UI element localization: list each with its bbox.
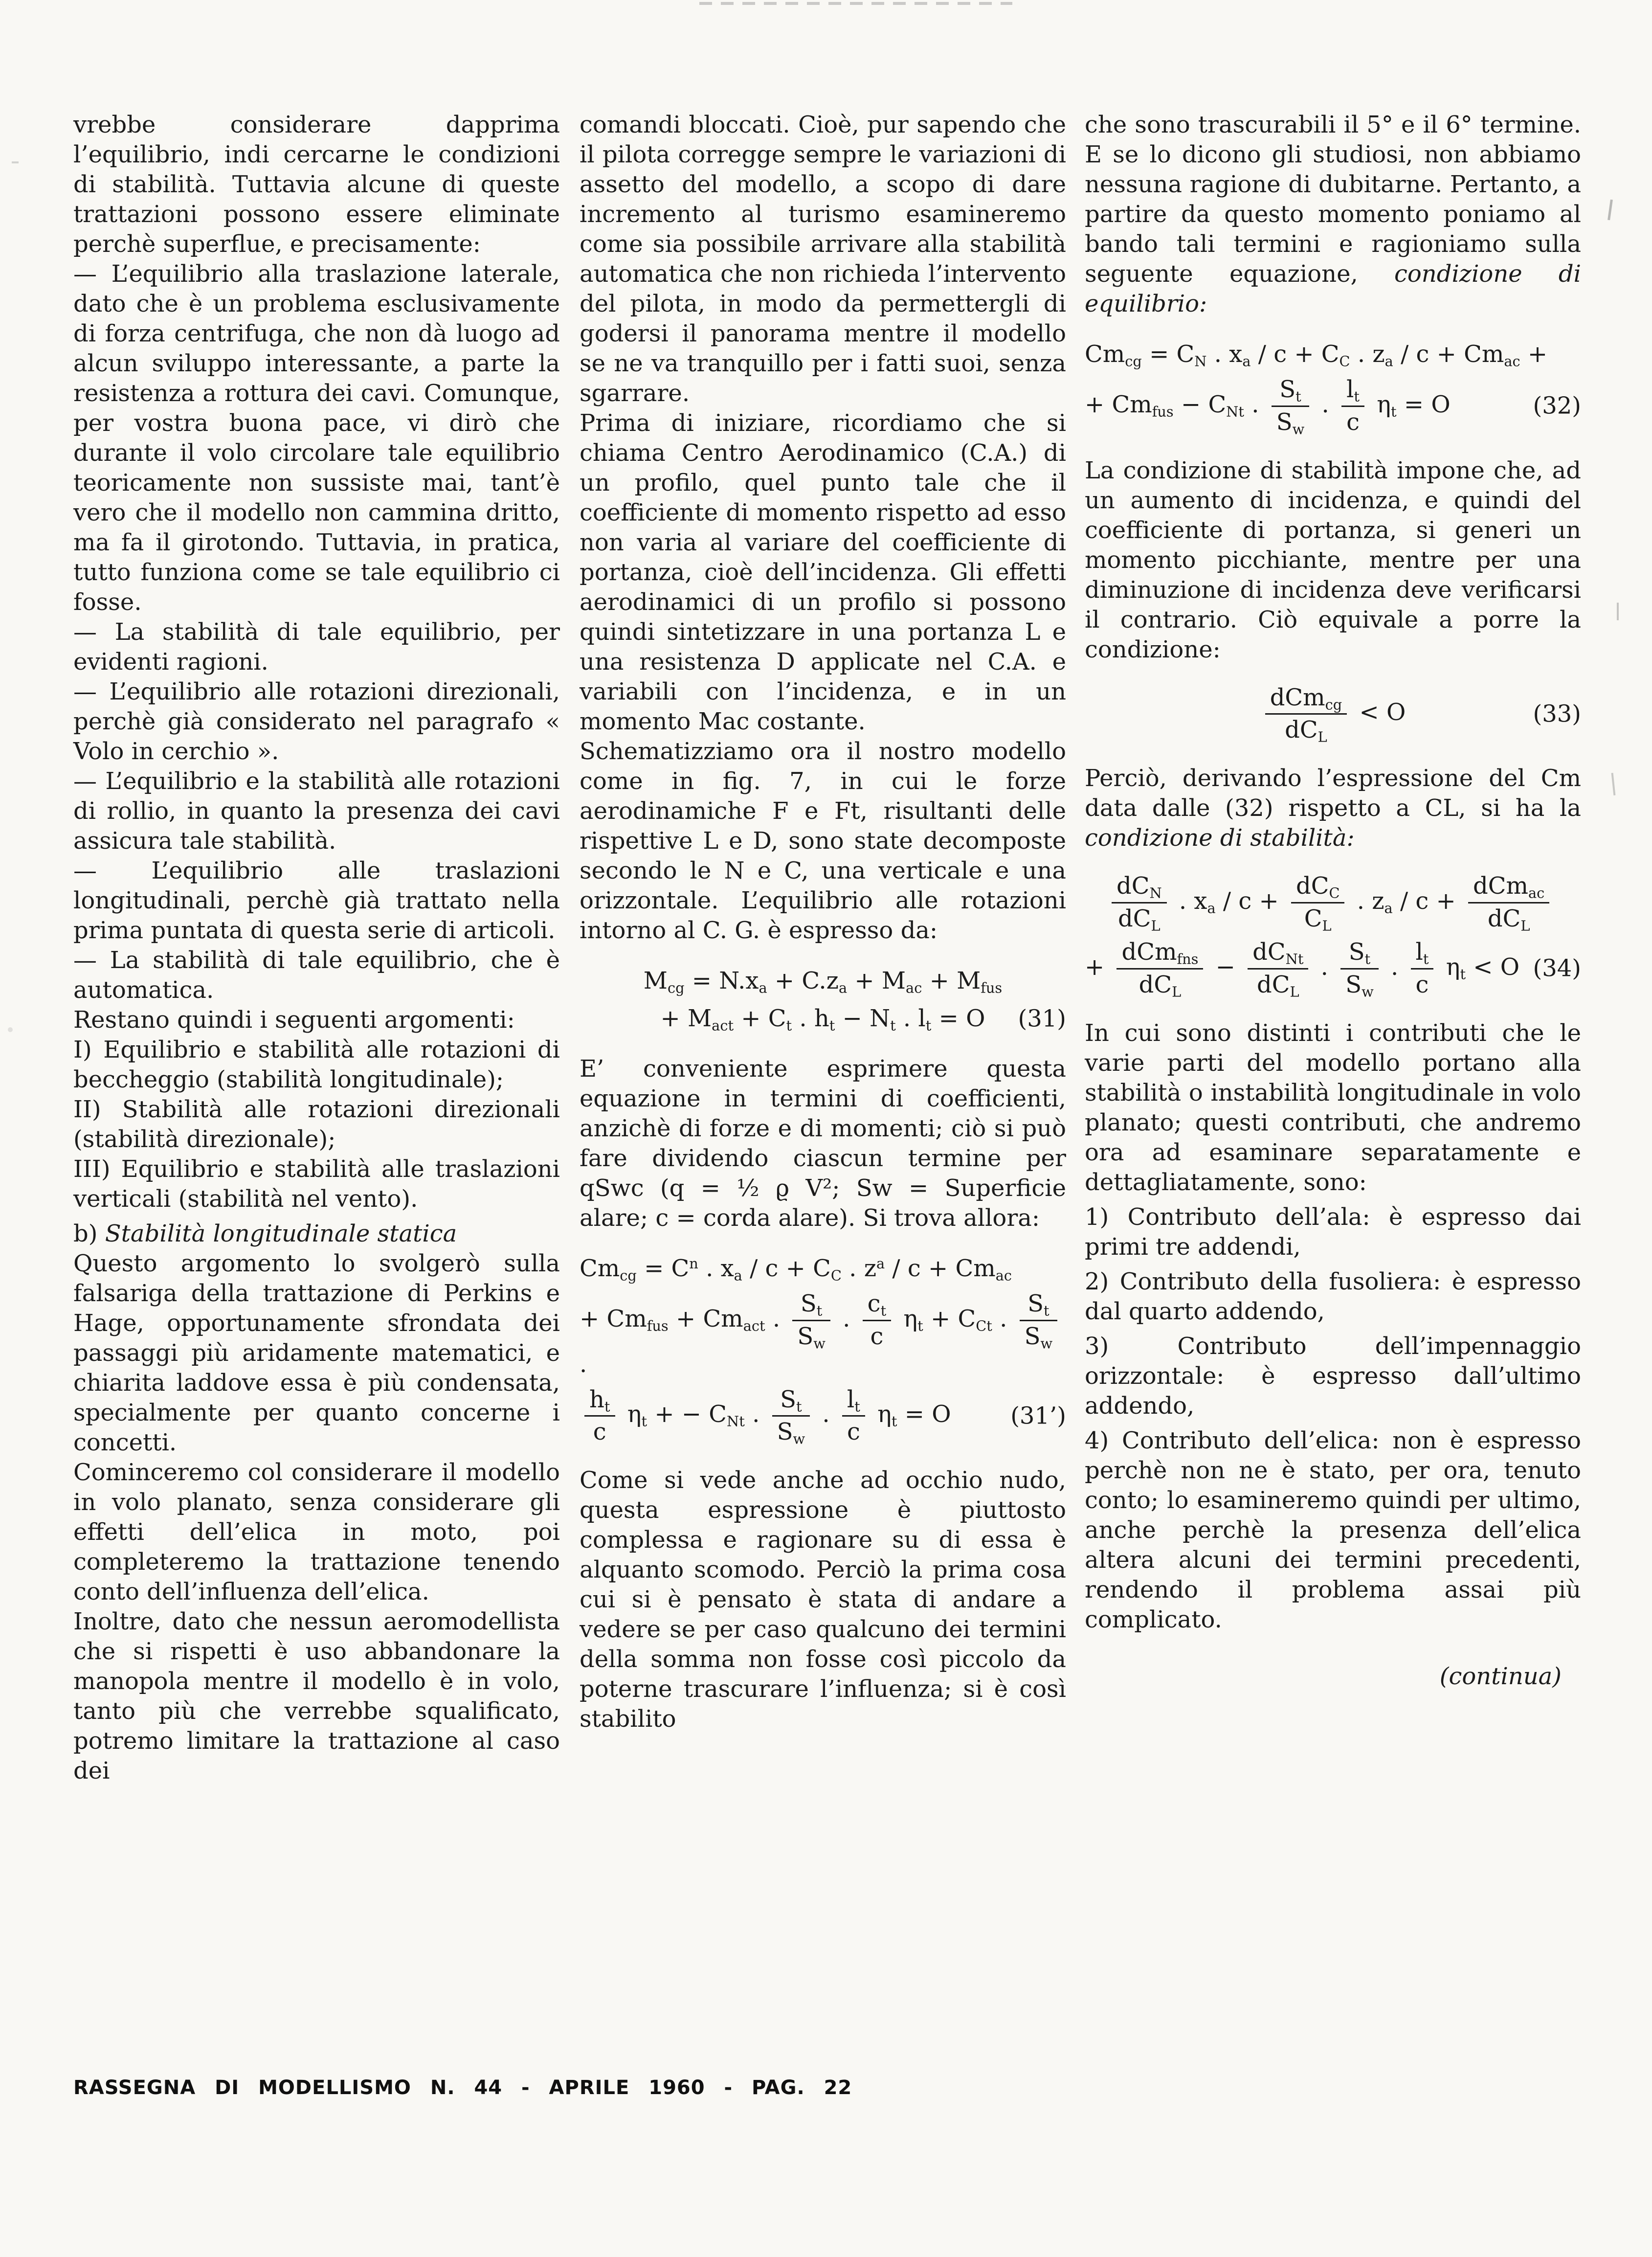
list-item-numbered: 4) Contributo dell’elica: non è espresso perchè non ne è stato, per ora, tenuto conto; lo esamineremo quindi per ultimo, anche perchè la presenza dell’elica altera alcuni dei termini precedenti, rendendo il problema assai più complicato. [1085,1426,1581,1633]
equation-line: $\frac{dC_N}{dC_L}$ . $x_a$ / c + $\frac{dC_C}{C_L}$ . $z_a$ / c + $\frac{dCm_{ac}}{dC_L}$ [1085,874,1581,932]
list-item-numbered: 1) Contributo dell’ala: è espresso dai primi tre addendi, [1085,1203,1581,1261]
paragraph: La condizione di stabilità impone che, ad un aumento di incidenza, e quindi del coefficiente di portanza, si generi un momento picchiante, mentre per una diminuzione di incidenza deve verificarsi il contrario. Ciò equivale a porre la condizione: [1085,456,1581,663]
paragraph: Prima di iniziare, ricordiamo che si chiama Centro Aerodinamico (C.A.) di un profilo, quel punto tale che il coefficiente di momento rispetto ad esso non varia al variare del coefficiente di portanza, cioè dell’incidenza. Gli effetti aerodinamici di un profilo si possono quindi sintetizzare in una portanza L e una resistenza D applicate nel C.A. e variabili con l’incidenza, e in un momento Mac costante. [580,409,1066,735]
equation-number: (32) [1533,392,1581,420]
scan-artifact [1607,200,1613,220]
paragraph: Restano quindi i seguenti argomenti: [73,1006,515,1034]
equation-line: $\frac{dCm_{cg}}{dC_L}$ < O (33) [1085,685,1581,744]
paragraph: In cui sono distinti i contributi che le varie parti del modello portano alla stabilità o instabilità longitudinale in volo planato; questi contributi, che andremo ora ad esaminare separatamente e dettagliatamente, sono: [1085,1019,1581,1196]
scan-artifact [8,1027,13,1032]
list-item-dash: — L’equilibrio alle rotazioni direzionali, perchè già considerato nel paragrafo « Volo in cerchio ». [73,678,560,765]
equation-line: $\frac{h_t}{c}$ $\eta_t$ + − $C_{Nt}$ . $\frac{S_t}{S_w}$ . $\frac{l_t}{c}$ $\eta_t = O$ (31’) [580,1387,1066,1445]
list-item-dash: — L’equilibrio e la stabilità alle rotazioni di rollio, in quanto la presenza dei cavi assicura tale stabilità. [73,767,560,855]
list-item-numbered: 2) Contributo della fusoliera: è espresso dal quarto addendo, [1085,1267,1581,1325]
equation-number: (33) [1533,700,1581,728]
equation-line: + $Cm_{fus} - C_{Nt}$ . $\frac{S_t}{S_w}$ . $\frac{l_t}{c}$ $\eta_t = O$ (32) [1085,376,1581,438]
section-letter: b) [73,1220,105,1247]
list-item-dash: — L’equilibrio alle traslazioni longitudinali, perchè già trattato nella prima puntata di questa serie di articoli. [73,857,560,944]
italic-phrase: condizione di equilibrio: [1085,260,1581,317]
equation-line: $Cm_{cg} = C_N$ . $x_a / c + C_C$ . $z_a / c + Cm_{ac}$ + [1085,340,1548,370]
equation-31 [580,966,1066,1034]
list-item-dash: — La stabilità di tale equilibrio, che è automatica. [73,947,560,1004]
paragraph: Cominceremo col considerare il modello in volo planato, senza considerare gli effetti dell’elica in moto, poi completeremo la trattazione tenendo conto dell’influenza dell’elica. [73,1459,560,1605]
equation-33 [1085,685,1581,744]
equation-line: + $\frac{dCm_{fns}}{dC_L}$ − $\frac{dC_{Nt}}{dC_L}$ . $\frac{S_t}{S_w}$ . $\frac{l_t}{c}$ $\eta_t < O$ (34) [1085,938,1581,1000]
list-item-roman: II) Stabilità alle rotazioni direzionali (stabilità direzionale); [73,1096,560,1153]
column-1 [73,110,560,1786]
equation-number: (31’) [1010,1402,1066,1430]
equation-line: $Cm_{cg} = C^n$ . $x_a / c + C_C$ . $z^a / c + Cm_{ac}$ [580,1255,1012,1284]
equation-31-prime [580,1254,1066,1448]
paragraph: Inoltre, dato che nessun aeromodellista che si rispetti è uso abbandonare la manopola mentre il modello è in volo, tanto più che verrebbe squalificato, potremo limitare la trattazione al caso dei [73,1608,560,1784]
section-heading [73,1219,560,1249]
list-item-roman: III) Equilibrio e stabilità alle traslazioni verticali (stabilità nel vento). [73,1155,560,1213]
list-item-roman: I) Equilibrio e stabilità alle rotazioni di beccheggio (stabilità longitudinale); [73,1036,560,1093]
paragraph: Perciò, derivando l’espressione del Cm data dalle (32) rispetto a CL, si ha la condizione di stabilità: [1085,765,1581,852]
list-item-dash: — L’equilibrio alla traslazione laterale, dato che è un problema esclusivamente di forza centrifuga, che non dà luogo ad alcun sviluppo interessante, a parte la resistenza a rottura dei cavi. Comunque, per vostra buona pace, vi dirò che durante il volo circolare tale equilibrio teoricamente non sussiste mai, tant’è vero che il modello non cammina dritto, ma fa il girotondo. Tuttavia, in pratica, tutto funziona come se tale equilibrio ci fosse. [73,260,560,616]
equation-line: $M_{cg} = N.x_a + C.z_a + M_{ac} + M_{fus}$ [643,967,1003,996]
equation-number: (34) [1533,954,1581,982]
paragraph: Come si vede anche ad occhio nudo, questa espressione è piuttosto complessa e ragionare su di essa è alquanto scomodo. Perciò la prima cosa cui si è pensato è stata di andare a vedere se per caso qualcuno dei termini della somma non fosse così piccolo da poterne trascurare l’influenza; si è così stabilito [580,1467,1066,1733]
paragraph: E’ conveniente esprimere questa equazione in termini di coefficienti, anzichè di forze e di momenti; ciò si può fare dividendo ciascun termine per qSwc (q = ½ ϱ V²; Sw = Superficie alare; c = corda alare). Si trova allora: [580,1055,1066,1232]
paragraph: che sono trascurabili il 5° e il 6° termine. E se lo dicono gli studiosi, non abbiamo nessuna ragione di dubitarne. Pertanto, a partire da questo momento poniamo al bando tali termini e ragioniamo sulla seguente equazione, condizione di equilibrio: [1085,111,1581,317]
italic-phrase: condizione di stabilità: [1085,824,1355,852]
list-item-numbered: 3) Contributo dell’impennaggio orizzontale: è espresso dall’ultimo addendo, [1085,1332,1581,1420]
paragraph: Questo argomento lo svolgerò sulla falsariga della trattazione di Perkins e Hage, opportunamente sfrondata dei passaggi più aridamente matematici, e chiarita laddove essa è più condensata, specialmente per quanto concerne i concetti. [73,1250,560,1456]
continua-note: (continua) [1439,1662,1562,1690]
column-2 [580,110,1066,1734]
paragraph: comandi bloccati. Cioè, pur sapendo che il pilota corregge sempre le variazioni di assetto del modello, a scopo di dare incremento al turismo esamineremo come sia possibile arrivare alla stabilità automatica che non richieda l’intervento del pilota, in modo da permettergli di godersi il panorama mentre il modello se ne va tranquillo per i fatti suoi, senza sgarrare. [580,111,1066,407]
list-item-dash: — La stabilità di tale equilibrio, per evidenti ragioni. [73,618,560,676]
equation-34 [1085,872,1581,1000]
scan-artifact [699,2,1012,5]
equation-line: + $M_{act} + C_t$ . $h_t - N_t$ . $l_t = O$ (31) [660,1005,1066,1034]
scan-artifact [1617,603,1619,620]
equation-32 [1085,339,1581,438]
footer: RASSEGNA DI MODELLISMO N. 44 - APRILE 1960 - PAG. 22 [73,2076,852,2099]
paragraph: Schematizziamo ora il nostro modello come in fig. 7, in cui le forze aerodinamiche F e Ft, risultanti delle rispettive L e D, sono state decomposte secondo le N e C, una verticale e una orizzontale. L’equilibrio alle rotazioni intorno al C. G. è espresso da: [580,738,1066,944]
equation-line: + $Cm_{fus} + Cm_{act}$ . $\frac{S_t}{S_w}$ . $\frac{c_t}{c}$ $\eta_t + C_{Ct}$ . $\frac{S_t}{S_w}$ . [580,1291,1066,1379]
scan-artifact [12,161,19,163]
column-3 [1085,110,1581,1692]
section-title: Stabilità longitudinale statica [105,1220,457,1247]
equation-number: (31) [1018,1005,1066,1032]
paragraph: vrebbe considerare dapprima l’equilibrio, indi cercarne le condizioni di stabilità. Tuttavia alcune di queste trattazioni possono essere eliminate perchè superflue, e precisamente: [73,111,560,258]
scan-artifact [1611,773,1616,795]
